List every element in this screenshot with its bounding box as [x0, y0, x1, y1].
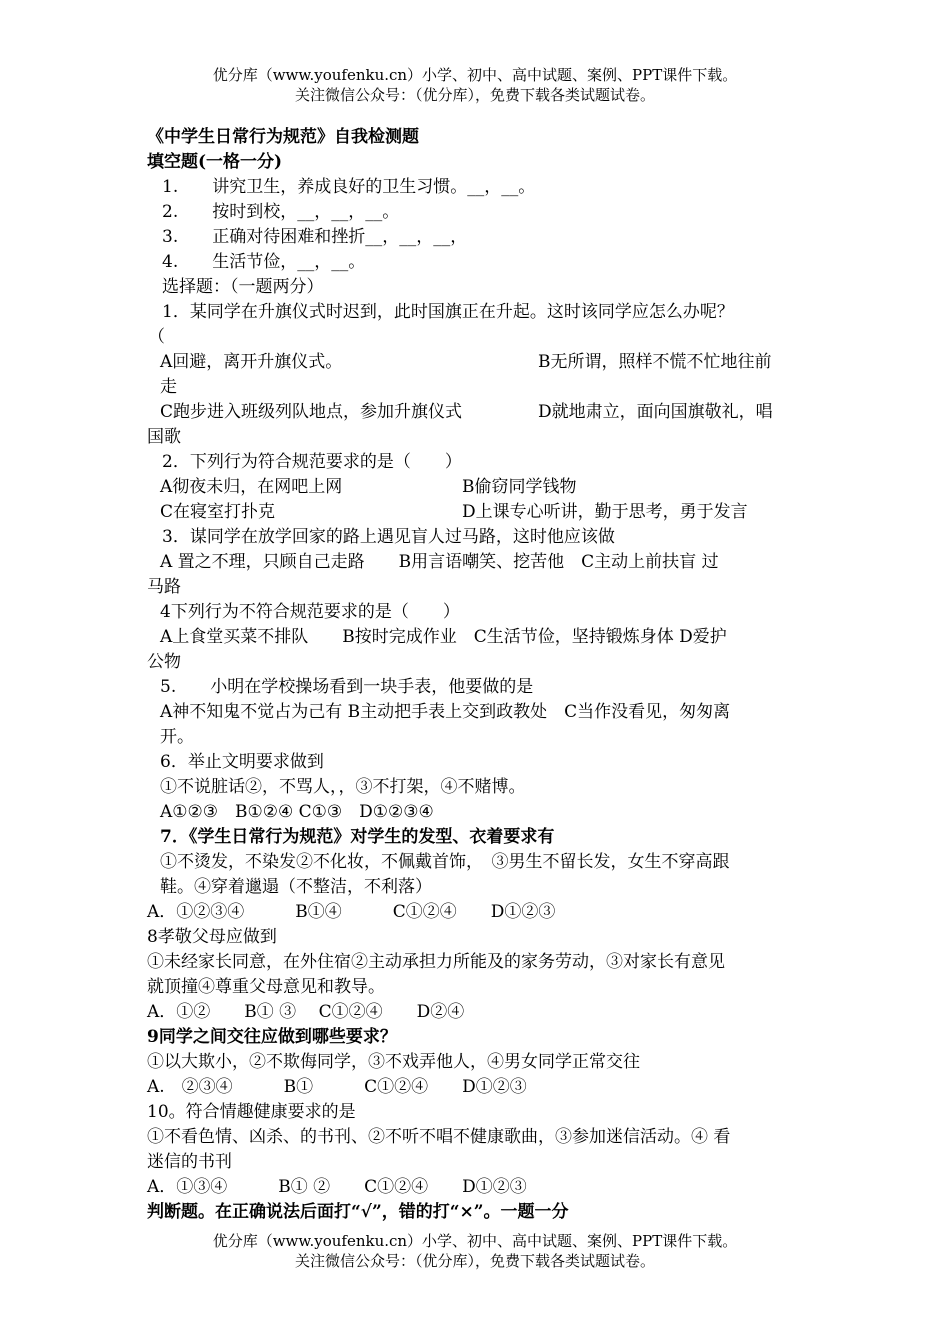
fill-item-4: 4. 生活节俭，__，__。 — [162, 252, 366, 272]
q1-option-c: C跑步进入班级列队地点，参加升旗仪式 — [160, 402, 463, 422]
q2-option-a: A彻夜未归，在网吧上网 — [160, 477, 343, 497]
fill-heading: 填空题(一格一分) — [147, 152, 283, 172]
header-line-2: 关注微信公众号：（优分库），免费下载各类试题试卷。 — [294, 86, 655, 104]
q8-items: ①未经家长同意，在外住宿②主动承担力所能及的家务劳动，③对家长有意见 — [147, 952, 725, 972]
q7-items: ①不烫发，不染发②不化妆，不佩戴首饰， ③男生不留长发，女生不穿高跟 — [160, 852, 730, 872]
q5-options: A神不知鬼不觉占为己有 B主动把手表上交到政教处 C当作没看见，匆匆离 — [160, 702, 731, 722]
q7-items-cont: 鞋。④穿着邋遢（不整洁，不利落） — [160, 877, 432, 897]
q1-option-b: B无所谓，照样不慌不忙地往前 — [538, 352, 772, 372]
q2-option-b: B偷窃同学钱物 — [462, 477, 577, 497]
q5-options-cont: 开。 — [160, 727, 194, 747]
q6-stem: 6．举止文明要求做到 — [160, 752, 324, 772]
q7-stem: 7．《学生日常行为规范》对学生的发型、衣着要求有 — [160, 827, 555, 847]
footer-line-2: 关注微信公众号：（优分库），免费下载各类试题试卷。 — [294, 1252, 655, 1270]
q3-options: A 置之不理，只顾自己走路 B用言语嘲笑、挖苦他 C主动上前扶盲 过 — [160, 552, 719, 572]
q10-options: A．①③④ B① ② C①②④ D①②③ — [147, 1177, 527, 1197]
q9-options: A. ②③④ B① C①②④ D①②③ — [147, 1077, 527, 1097]
q3-stem: 3．谋同学在放学回家的路上遇见盲人过马路，这时他应该做 — [162, 527, 615, 547]
q6-options: A①②③ B①②④ C①③ D①②③④ — [160, 802, 434, 822]
q1-option-d: D就地肃立，面向国旗敬礼，唱 — [538, 402, 773, 422]
q8-items-cont: 就顶撞④尊重父母意见和教导。 — [147, 977, 385, 997]
fill-item-2: 2. 按时到校，__，__，__。 — [162, 202, 400, 222]
q9-stem: 9同学之间交往应做到哪些要求？ — [147, 1027, 397, 1047]
footer-line-1: 优分库（www.youfenku.cn）小学、初中、高中试题、案例、PPT课件下载。 — [212, 1232, 738, 1250]
header-line-1: 优分库（www.youfenku.cn）小学、初中、高中试题、案例、PPT课件下载。 — [212, 66, 738, 84]
q1-option-d-cont: 国歌 — [147, 427, 181, 447]
fill-item-1: 1. 讲究卫生，养成良好的卫生习惯。__，__。 — [162, 177, 536, 197]
q10-items-cont: 迷信的书刊 — [147, 1152, 232, 1172]
q4-options: A上食堂买菜不排队 B按时完成作业 C生活节俭，坚持锻炼身体 D爱护 — [160, 627, 727, 647]
fill-item-3: 3. 正确对待困难和挫折__，__，__， — [162, 227, 468, 247]
q2-option-c: C在寝室打扑克 — [160, 502, 276, 522]
q2-stem: 2．下列行为符合规范要求的是（ ） — [162, 452, 462, 472]
q8-stem: 8孝敬父母应做到 — [147, 927, 277, 947]
q4-stem: 4下列行为不符合规范要求的是（ ） — [160, 602, 460, 622]
q1-paren: （ — [148, 327, 165, 347]
q5-stem: 5. 小明在学校操场看到一块手表，他要做的是 — [160, 677, 534, 697]
q6-items: ①不说脏话②，不骂人，，③不打架，④不赌博。 — [160, 777, 526, 797]
q1-option-a: A回避，离开升旗仪式。 — [160, 352, 343, 372]
q1-stem: 1．某同学在升旗仪式时迟到，此时国旗正在升起。这时该同学应怎么办呢？ — [162, 302, 734, 322]
judge-heading: 判断题。在正确说法后面打“√”，错的打“×”。一题一分 — [147, 1202, 569, 1222]
q10-items: ①不看色情、凶杀、的书刊、②不听不唱不健康歌曲，③参加迷信活动。④ 看 — [147, 1127, 731, 1147]
doc-title: 《中学生日常行为规范》自我检测题 — [147, 127, 419, 147]
q3-options-cont: 马路 — [147, 577, 181, 597]
q1-option-b-cont: 走 — [160, 377, 177, 397]
q8-options: A．①② B① ③ C①②④ D②④ — [147, 1002, 465, 1022]
q4-options-cont: 公物 — [147, 652, 181, 672]
q10-stem: 10。符合情趣健康要求的是 — [147, 1102, 356, 1122]
q7-options: A．①②③④ B①④ C①②④ D①②③ — [147, 902, 556, 922]
q2-option-d: D上课专心听讲，勤于思考，勇于发言 — [462, 502, 748, 522]
q9-items: ①以大欺小，②不欺侮同学，③不戏弄他人，④男女同学正常交往 — [147, 1052, 640, 1072]
choice-heading: 选择题：（一题两分） — [162, 277, 324, 297]
